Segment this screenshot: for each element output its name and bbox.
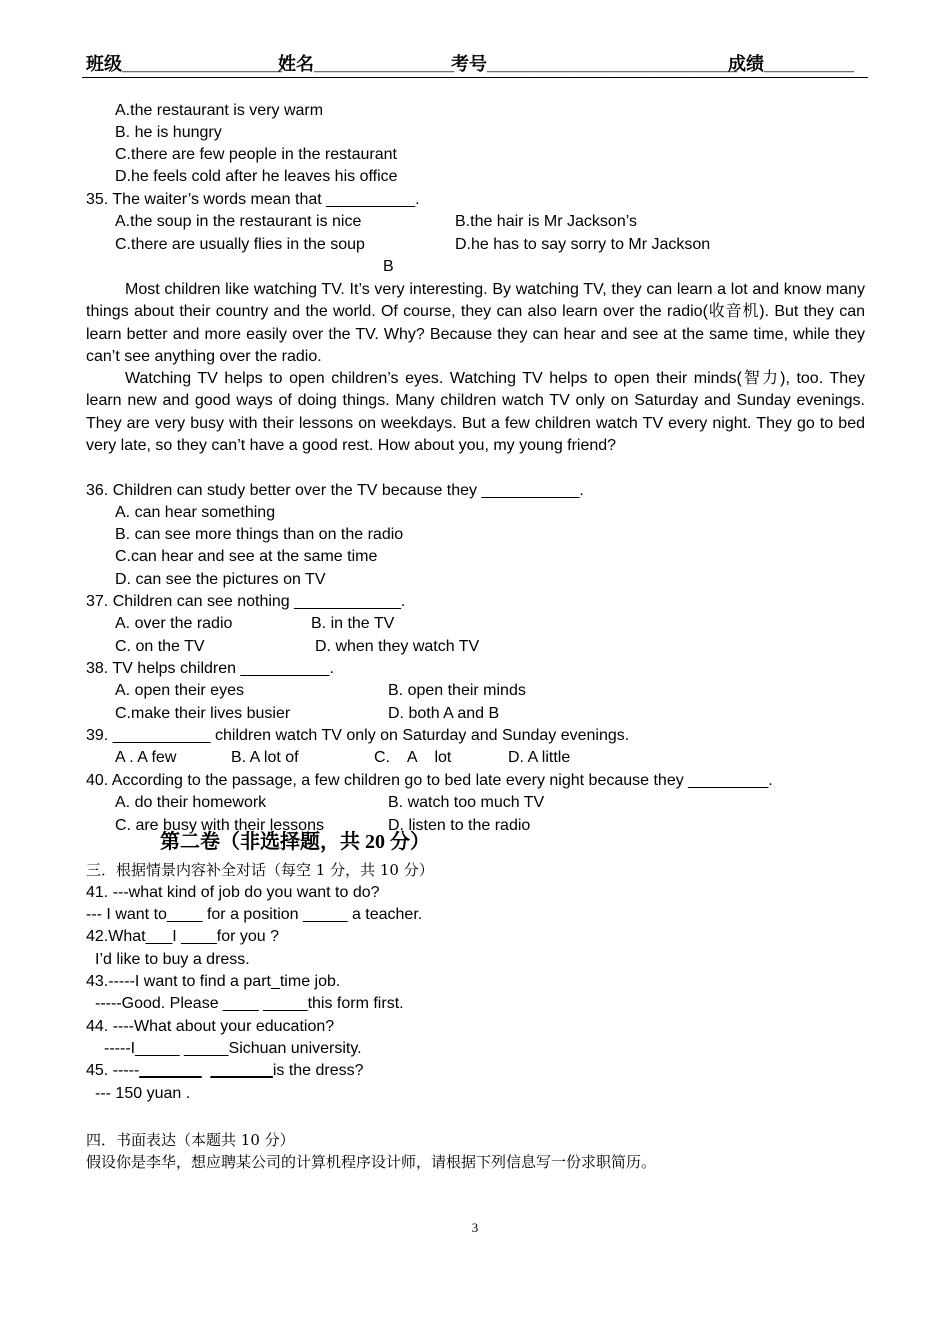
q35-option-d: D.he has to say sorry to Mr Jackson [455, 236, 711, 253]
q45-suffix: is the dress? [272, 1062, 364, 1079]
page-number: 3 [471, 1220, 479, 1235]
q36-option-b: B. can see more things than on the radio [115, 526, 404, 543]
q39-option-c: C. A lot [374, 749, 452, 766]
q43-line-2: -----Good. Please ____ _____this form first. [95, 995, 404, 1012]
name-field: 姓名______________ [278, 54, 455, 74]
q45-blank-2: _______ [210, 1062, 273, 1079]
q40-option-c: C. are busy with their lessons [115, 817, 324, 834]
exam-number-field: 考号_________________________ [451, 54, 738, 74]
q45-prefix: 45. ----- [86, 1062, 140, 1079]
class-field: 班级________________ [86, 54, 283, 74]
passage-label: B [383, 258, 394, 275]
q39-stem: 39. ___________ children watch TV only on Saturday and Sunday evenings. [86, 727, 630, 744]
q40-stem: 40. According to the passage, a few children go to bed late every night because they _________. [86, 772, 773, 789]
passage-paragraph-1: Most children like watching TV. It’s very interesting. By watching TV, they can learn a lot and know many things about their country and the world. Of course, they can also learn over the radio(收音机). But they can learn better and more easily over the TV. Why? Because they can hear and see at the same time, while they can’t see anything over the radio. [86, 281, 865, 366]
q35-option-c: C.there are usually flies in the soup [115, 236, 365, 253]
q45-line-1 [86, 1061, 364, 1081]
q40-option-a: A. do their homework [115, 794, 267, 811]
q38-option-c: C.make their lives busier [115, 705, 291, 722]
q45-line-2: --- 150 yuan . [95, 1085, 191, 1102]
q41-line-1: 41. ---what kind of job do you want to do? [86, 884, 380, 901]
q35-stem: 35. The waiter’s words mean that __________. [86, 191, 420, 208]
q44-line-1: 44. ----What about your education? [86, 1018, 335, 1035]
q43-line-1: 43.-----I want to find a part_time job. [86, 973, 341, 990]
q41-line-2: --- I want to____ for a position _____ a teacher. [86, 906, 423, 923]
q38-option-d: D. both A and B [388, 705, 500, 722]
q35-option-a: A.the soup in the restaurant is nice [115, 213, 362, 230]
section-four-title: 四．书面表达（本题共 10 分） [86, 1131, 295, 1149]
score-field: 成绩_________ [728, 54, 855, 74]
passage-paragraph-2: Watching TV helps to open children’s eyes. Watching TV helps to open their minds(智力), too. They learn new and good ways of doing things. Many children watch TV only on Saturday and Sunday evenings. They are very busy with their lessons on weekdays. But a few children watch TV every night. They go to bed very late, so they can’t have a good rest. How about you, my young friend? [86, 370, 865, 455]
q45-blank-1: _______ [139, 1062, 202, 1079]
q39-option-a: A . A few [115, 749, 177, 766]
q42-line-2: I’d like to buy a dress. [95, 951, 250, 968]
section-four-prompt: 假设你是李华，想应聘某公司的计算机程序设计师，请根据下列信息写一份求职简历。 [86, 1153, 657, 1171]
q34-option-a: A.the restaurant is very warm [115, 102, 324, 119]
q37-stem: 37. Children can see nothing ____________. [86, 593, 406, 610]
q38-option-a: A. open their eyes [115, 682, 244, 699]
q34-option-b: B. he is hungry [115, 124, 222, 141]
q37-option-b: B. in the TV [311, 615, 395, 632]
q40-option-d: D. listen to the radio [388, 817, 531, 834]
q36-option-c: C.can hear and see at the same time [115, 548, 378, 565]
q34-option-c: C.there are few people in the restaurant [115, 146, 397, 163]
q37-option-a: A. over the radio [115, 615, 233, 632]
q40-option-b: B. watch too much TV [388, 794, 545, 811]
header-rule [82, 77, 868, 78]
q38-option-b: B. open their minds [388, 682, 526, 699]
q36-option-d: D. can see the pictures on TV [115, 571, 326, 588]
q38-stem: 38. TV helps children __________. [86, 660, 334, 677]
section-three-title: 三．根据情景内容补全对话（每空 1 分，共 10 分） [86, 861, 434, 879]
q34-option-d: D.he feels cold after he leaves his office [115, 168, 398, 185]
q36-stem: 36. Children can study better over the TV because they ___________. [86, 482, 584, 499]
q35-option-b: B.the hair is Mr Jackson’s [455, 213, 637, 230]
q36-option-a: A. can hear something [115, 504, 276, 521]
q37-option-c: C. on the TV [115, 638, 205, 655]
q39-option-b: B. A lot of [231, 749, 299, 766]
q37-option-d: D. when they watch TV [315, 638, 480, 655]
part-two-title: 第二卷（非选择题，共 20 分） [160, 831, 430, 853]
q44-line-2: -----I_____ _____Sichuan university. [104, 1040, 362, 1057]
q42-line-1: 42.What___I ____for you ? [86, 928, 280, 945]
q39-option-d: D. A little [508, 749, 571, 766]
